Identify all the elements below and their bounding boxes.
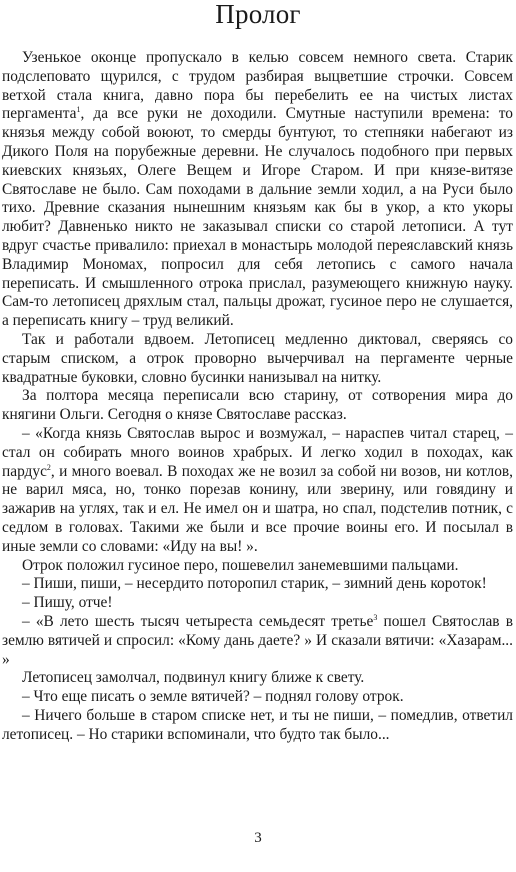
paragraph <box>2 49 513 331</box>
chapter-body <box>2 49 513 744</box>
paragraph-text: , и много воевал. В походах же не возил за собой ни возов, ни котлов, не варил мяса, но, тонко порезав конину, или зверину, или говядину и зажарив на углях, так и ел. Не имел он и шатра, но спал, подстелив потник, с седлом в головах. Такими же были и все прочие воины его. И посылал в иные земли со словами: «Иду на вы! ». <box>2 462 513 555</box>
paragraph-text: , да все руки не доходили. Смутные наступили времена: то князья между собой воюют, то смерды бунтуют, то степняки набегают из Дикого Поля на порубежные деревни. Не случалось подобного при первых киевских князьях, Олеге Вещем и Игоре Старом. И при князе-витязе Святославе не было. Сам походами в дальние земли ходил, а на Руси было тихо. Древние сказания нынешним князьям как бы в укор, а кто укоры любит? Давненько никто не заказывал списки со старой летописи. А тут вдруг счастье привалило: приехал в монастырь молодой переяславский князь Владимир Мономах, попросил для себя летопись с самого начала переписать. И смышленного отрока прислал, разумеющего книжную науку. Сам-то летописец дряхлым стал, пальцы дрожат, гусиное перо не слушается, а переписать книгу – труд великий. <box>2 105 513 330</box>
footnote-marker: 2 <box>46 462 51 472</box>
paragraph-text: – Что еще писать о земле вятичей? – поднял голову отрок. <box>22 688 404 706</box>
paragraph-text: Так и работали вдвоем. Летописец медленно диктовал, сверяясь со старым списком, а отрок проворно вычерчивал на пергаменте черные квадратные буковки, словно бусинки нанизывал на нитку. <box>2 330 513 386</box>
paragraph <box>2 669 513 688</box>
paragraph-text: Узенькое оконце пропускало в келью совсем немного света. Старик подслеповато щурился, с трудом разбирая выцветшие строчки. Совсем ветхой стала книга, давно пора бы перебелить ее на чистых листах пергамента <box>2 49 513 123</box>
paragraph <box>2 331 513 387</box>
paragraph-text: пошел Святослав в землю вятичей и спросил: «Кому дань даете? » И сказали вятичи: «Хазарам... » <box>2 612 513 668</box>
paragraph <box>2 594 513 613</box>
footnote-marker: 1 <box>76 105 81 115</box>
paragraph-text: Летописец замолчал, подвинул книгу ближе к свету. <box>22 669 365 687</box>
paragraph-text: – «Когда князь Святослав вырос и возмужал, – нараспев читал старец, – стал он собирать много воинов храбрых. И легко ходил в походах, как пардус <box>2 424 513 480</box>
paragraph <box>2 688 513 707</box>
paragraph <box>2 387 513 425</box>
paragraph <box>2 613 513 669</box>
paragraph-text: – Пиши, пиши, – несердито поторопил старик, – зимний день короток! <box>22 575 487 593</box>
paragraph <box>2 707 513 745</box>
paragraph-text: – «В лето шесть тысяч четыреста семьдесят третье <box>22 612 374 630</box>
page-number: 3 <box>254 830 262 846</box>
paragraph-text: – Пишу, отче! <box>22 594 113 612</box>
paragraph <box>2 575 513 594</box>
paragraph-text: Отрок положил гусиное перо, пошевелил занемевшими пальцами. <box>22 556 459 574</box>
footnote-marker: 3 <box>373 612 378 622</box>
chapter-title: Пролог <box>215 0 301 29</box>
paragraph-text: – Ничего больше в старом списке нет, и ты не пиши, – помедлив, ответил летописец. – Но старики вспоминали, что будто так было... <box>2 706 513 743</box>
paragraph <box>2 557 513 576</box>
paragraph <box>2 425 513 557</box>
paragraph-text: За полтора месяца переписали всю старину, от сотворения мира до княгини Ольги. Сегодня о князе Святославе рассказ. <box>2 387 513 424</box>
